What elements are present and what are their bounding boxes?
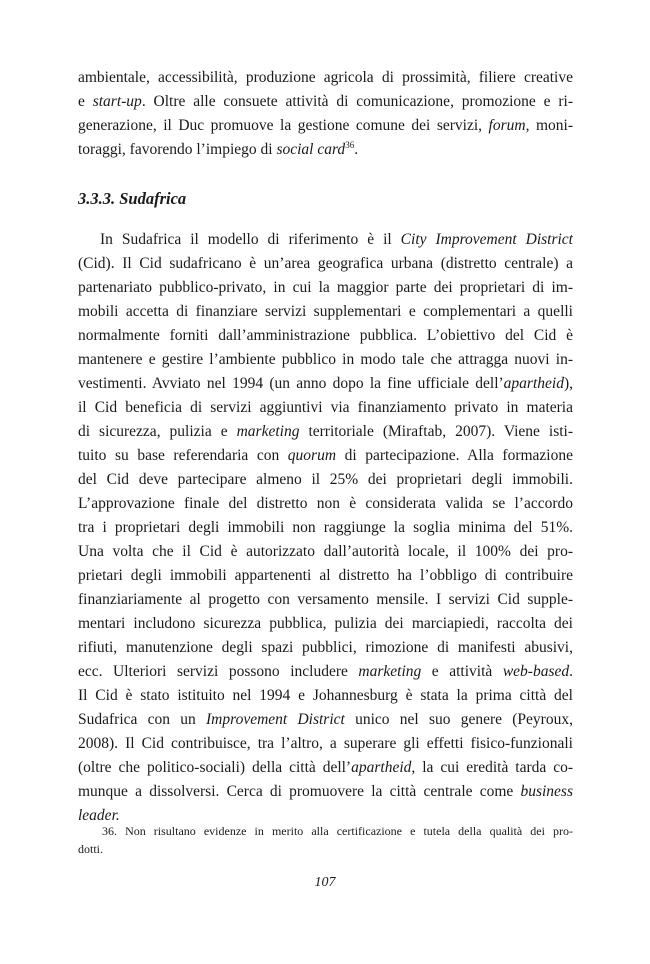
paragraph-line: In Sudafrica il modello di riferimento è il City Improvement District bbox=[100, 231, 573, 248]
continued-paragraph bbox=[78, 66, 573, 162]
paragraph-line: del Cid deve partecipare almeno il 25% dei proprietari degli immobili. bbox=[78, 471, 573, 488]
paragraph-line: Il Cid è stato istituito nel 1994 e Johannesburg è stata la prima città del bbox=[78, 687, 573, 704]
paragraph-line: mentari includono sicurezza pubblica, pulizia dei marciapiedi, raccolta dei bbox=[78, 615, 573, 632]
footnote-line: dotti. bbox=[78, 842, 104, 856]
paragraph-line: tuito su base referendaria con quorum di partecipazione. Alla formazione bbox=[78, 447, 573, 464]
body-paragraph bbox=[78, 228, 573, 828]
paragraph-line: (oltre che politico-sociali) della città dell’apartheid, la cui eredità tarda co- bbox=[78, 759, 573, 776]
paragraph-line: tra i proprietari degli immobili non raggiunge la soglia minima del 51%. bbox=[78, 519, 573, 536]
paragraph-line: finanziariamente al progetto con versamento mensile. I servizi Cid supple- bbox=[78, 591, 573, 608]
paragraph-line: ecc. Ulteriori servizi possono includere marketing e attività web-based. bbox=[78, 663, 573, 680]
paragraph-line: Sudafrica con un Improvement District unico nel suo genere (Peyroux, bbox=[78, 711, 573, 728]
paragraph-line: mobili accetta di finanziare servizi supplementari e complementari a quelli bbox=[78, 303, 573, 320]
paragraph-line: leader. bbox=[78, 807, 120, 824]
paragraph-line: vestimenti. Avviato nel 1994 (un anno dopo la fine ufficiale dell’apartheid), bbox=[78, 375, 573, 392]
paragraph-line: Una volta che il Cid è autorizzato dall’autorità locale, il 100% dei pro- bbox=[78, 543, 573, 560]
footnote bbox=[78, 822, 573, 858]
footnote-reference: 36 bbox=[345, 140, 355, 150]
paragraph-line: L’approvazione finale del distretto non è considerata valida se l’accordo bbox=[78, 495, 573, 512]
paragraph-line: partenariato pubblico-privato, in cui la maggior parte dei proprietari di im- bbox=[78, 279, 573, 296]
paragraph-line: normalmente forniti dall’amministrazione pubblica. L’obiettivo del Cid è bbox=[78, 327, 573, 344]
paragraph-line: ambientale, accessibilità, produzione agricola di prossimità, filiere creative bbox=[78, 69, 573, 86]
paragraph-line: prietari degli immobili appartenenti al distretto ha l’obbligo di contribuire bbox=[78, 567, 573, 584]
paragraph-line: e start-up. Oltre alle consuete attività di comunicazione, promozione e ri- bbox=[78, 93, 573, 110]
paragraph-line: di sicurezza, pulizia e marketing territoriale (Miraftab, 2007). Viene isti- bbox=[78, 423, 574, 440]
paragraph-line: toraggi, favorendo l’impiego di social card$^{36}$. bbox=[78, 140, 359, 158]
section-heading: 3.3.3. Sudafrica bbox=[78, 189, 187, 208]
paragraph-line: generazione, il Duc promuove la gestione comune dei servizi, forum, moni- bbox=[78, 117, 573, 134]
paragraph-line: 2008). Il Cid contribuisce, tra l’altro, a superare gli effetti fisico-funzionali bbox=[78, 735, 573, 752]
paragraph-line: (Cid). Il Cid sudafricano è un’area geografica urbana (distretto centrale) a bbox=[78, 255, 573, 272]
page-number: 107 bbox=[314, 875, 336, 890]
footnote-line: 36. Non risultano evidenze in merito alla certificazione e tutela della qualità dei pro- bbox=[102, 824, 573, 838]
paragraph-line: munque a dissolversi. Cerca di promuovere la città centrale come business bbox=[78, 783, 573, 800]
paragraph-line: rifiuti, manutenzione degli spazi pubblici, rimozione di manifesti abusivi, bbox=[78, 639, 573, 656]
paragraph-line: mantenere e gestire l’ambiente pubblico in modo tale che attragga nuovi in- bbox=[78, 351, 573, 368]
paragraph-line: il Cid beneficia di servizi aggiuntivi via finanziamento privato in materia bbox=[78, 399, 573, 416]
